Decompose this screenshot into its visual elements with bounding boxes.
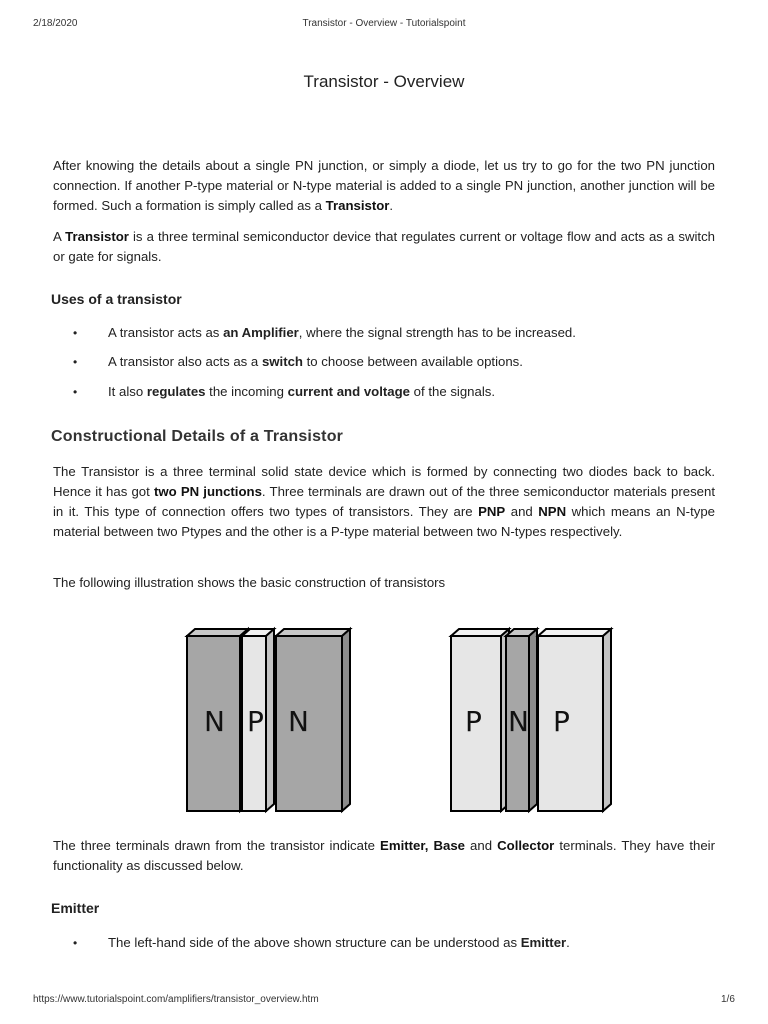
pnp-label-n: N <box>508 705 529 738</box>
pnp-label-p-left: P <box>465 705 482 738</box>
intro-paragraph-2: A Transistor is a three terminal semiconductor device that regulates current or voltage flow and acts as a switch or gate for signals. <box>53 229 715 264</box>
bold-term: Transistor <box>65 229 129 244</box>
npn-label-n-right: N <box>288 705 309 738</box>
bold-term: Transistor <box>325 198 390 213</box>
npn-diagram <box>187 629 350 811</box>
pnp-block-p-right <box>538 629 611 811</box>
pnp-diagram <box>451 629 611 811</box>
npn-label-p: P <box>247 705 264 738</box>
npn-label-n-left: N <box>204 705 225 738</box>
terminals-paragraph: The three terminals drawn from the transistor indicate Emitter, Base and Collector terminals. They have their functionality as discussed below. <box>53 838 715 873</box>
print-date: 2/18/2020 <box>33 18 78 29</box>
bullet-icon: • <box>73 385 78 399</box>
page-number: 1/6 <box>721 994 735 1005</box>
emitter-heading: Emitter <box>51 900 100 916</box>
list-item: • A transistor acts as an Amplifier, where the signal strength has to be increased. <box>73 325 576 340</box>
intro-paragraph-1: After knowing the details about a single PN junction, or simply a diode, let us try to go for the two PN junction connection. If another P-type material or N-type material is added to a single PN junction, another junction will be formed. Such a formation is simply called as a Transistor. <box>53 158 715 213</box>
bullet-icon: • <box>73 326 78 340</box>
construction-paragraph: The Transistor is a three terminal solid state device which is formed by connecting two diodes back to back. Hence it has got two PN junctions. Three terminals are drawn out of the three semiconductor materials present in it. This type of connection offers two types of transistors. They are PNP and NPN which means an N-type material between two Ptypes and the other is a P-type material between two N-types respectively. <box>53 464 715 539</box>
bullet-icon: • <box>73 936 78 950</box>
footer-url[interactable]: https://www.tutorialspoint.com/amplifiers/transistor_overview.htm <box>33 994 319 1005</box>
list-item: • The left-hand side of the above shown structure can be understood as Emitter. <box>73 935 570 950</box>
pnp-label-p-right: P <box>553 705 570 738</box>
page-title: Transistor - Overview <box>303 72 465 91</box>
list-item: • It also regulates the incoming current and voltage of the signals. <box>73 384 496 399</box>
construction-heading: Constructional Details of a Transistor <box>51 428 344 445</box>
transistor-construction-figure <box>160 620 630 820</box>
illustration-caption: The following illustration shows the basic construction of transistors <box>53 575 446 590</box>
bullet-icon: • <box>73 355 78 369</box>
list-item: • A transistor also acts as a switch to choose between available options. <box>73 354 523 369</box>
print-doc-title: Transistor - Overview - Tutorialspoint <box>302 18 466 29</box>
uses-heading: Uses of a transistor <box>51 291 182 307</box>
